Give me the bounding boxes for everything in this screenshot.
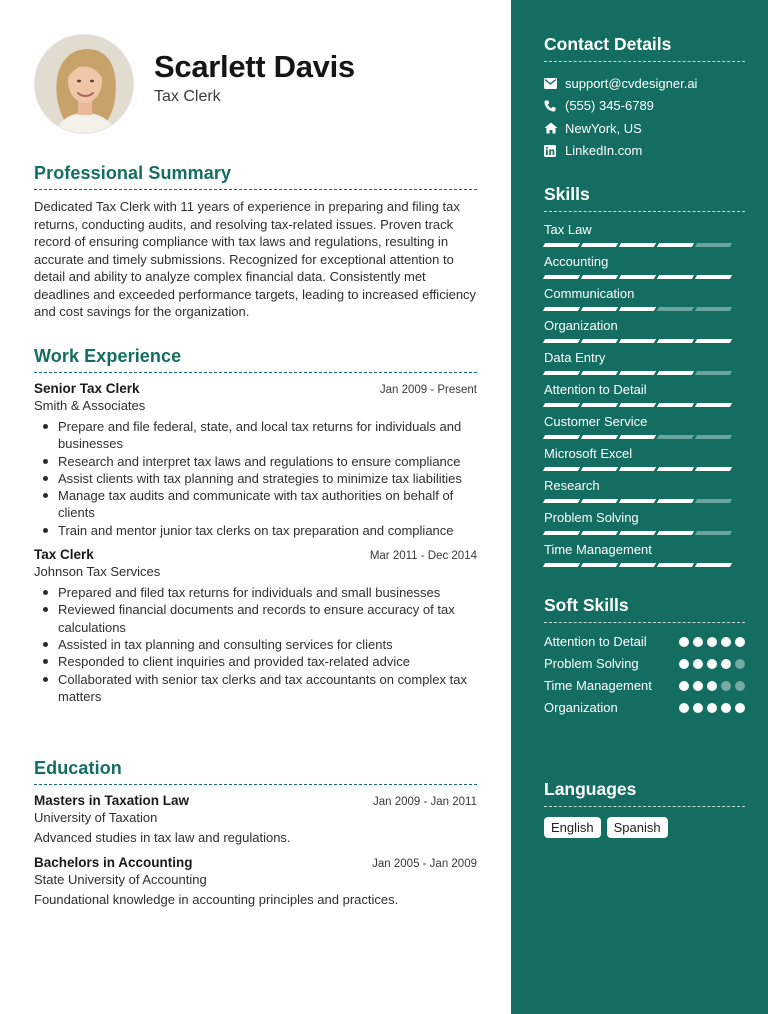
skill-item [544, 446, 745, 478]
skill-level-segment [619, 403, 656, 407]
skill-item [544, 382, 745, 414]
skill-level-segment [619, 563, 656, 567]
skill-level-segment [695, 467, 732, 471]
skill-level-segment [695, 307, 732, 311]
skill-name: Data Entry [544, 350, 606, 365]
skill-level-segment [657, 531, 694, 535]
skill-level-segment [543, 371, 580, 375]
profile-photo [35, 35, 134, 134]
skill-level-segment [695, 435, 732, 439]
rating-dot [679, 659, 689, 669]
soft-skill-item [544, 633, 745, 651]
section-heading: Contact Details [544, 34, 745, 62]
skill-level-segment [543, 563, 580, 567]
contact-linkedin[interactable] [544, 140, 745, 163]
job-bullet: Research and interpret tax laws and regulations to ensure compliance [34, 453, 477, 470]
skill-level-bar [544, 339, 745, 343]
skill-level-bar [544, 243, 745, 247]
job-entry [34, 547, 477, 705]
experience-section [34, 346, 477, 713]
job-bullet: Collaborated with senior tax clerks and tax accountants on complex tax matters [34, 671, 477, 706]
skill-level-segment [543, 531, 580, 535]
skill-name: Research [544, 478, 600, 493]
rating-dot [721, 703, 731, 713]
skill-name: Problem Solving [544, 510, 639, 525]
rating-dot [721, 637, 731, 647]
skill-item [544, 286, 745, 318]
linkedin-text[interactable]: LinkedIn.com [565, 143, 643, 159]
job-date: Jan 2009 - Present [379, 384, 477, 396]
skill-level-segment [543, 275, 580, 279]
education-description: Foundational knowledge in accounting principles and practices. [34, 892, 399, 907]
skill-level-segment [619, 275, 656, 279]
rating-dot [679, 637, 689, 647]
skill-level-segment [657, 467, 694, 471]
contact-location [544, 117, 745, 140]
education-date: Jan 2009 - Jan 2011 [372, 796, 477, 808]
skill-name: Tax Law [544, 222, 592, 237]
skill-name: Attention to Detail [544, 382, 647, 397]
skill-level-bar [544, 275, 745, 279]
profile-header [34, 34, 477, 134]
skill-level-segment [581, 243, 618, 247]
soft-skill-rating [679, 633, 745, 647]
skill-level-segment [619, 499, 656, 503]
skill-item [544, 318, 745, 350]
section-heading: Soft Skills [544, 595, 745, 623]
skill-level-segment [543, 467, 580, 471]
rating-dot [721, 681, 731, 691]
languages-section [544, 779, 745, 838]
skill-level-segment [657, 499, 694, 503]
soft-skill-item [544, 655, 745, 673]
skill-name: Communication [544, 286, 635, 301]
soft-skills-list [544, 633, 745, 717]
languages-list [544, 817, 745, 838]
school-name: University of Taxation [34, 810, 158, 825]
contact-section [544, 34, 745, 162]
skill-name: Customer Service [544, 414, 648, 429]
rating-dot [707, 681, 717, 691]
job-bullet: Prepared and filed tax returns for individuals and small businesses [34, 584, 477, 601]
contact-email[interactable] [544, 72, 745, 95]
contact-phone[interactable] [544, 95, 745, 118]
language-badge: English [544, 817, 601, 838]
education-entry [34, 855, 477, 907]
education-section [34, 758, 477, 915]
job-title: Senior Tax Clerk [34, 381, 140, 396]
skill-level-segment [543, 307, 580, 311]
skill-level-segment [619, 243, 656, 247]
skill-level-bar [544, 499, 745, 503]
rating-dot [707, 703, 717, 713]
skill-level-segment [581, 499, 618, 503]
sidebar [511, 0, 768, 1014]
skill-level-segment [581, 403, 618, 407]
skill-level-segment [657, 275, 694, 279]
skill-item [544, 510, 745, 542]
skill-level-bar [544, 531, 745, 535]
skill-level-segment [695, 243, 732, 247]
rating-dot [735, 703, 745, 713]
skill-level-segment [695, 403, 732, 407]
language-badge: Spanish [607, 817, 668, 838]
skill-name: Accounting [544, 254, 609, 269]
skill-level-segment [581, 275, 618, 279]
skill-level-segment [657, 435, 694, 439]
job-bullet: Prepare and file federal, state, and local tax returns for individuals and businesses [34, 418, 477, 453]
degree-title: Masters in Taxation Law [34, 793, 190, 808]
summary-section [34, 163, 477, 321]
summary-text: Dedicated Tax Clerk with 11 years of experience in preparing and filing tax returns, conducting audits, and resolving tax-related issues. Proven track record of ensuring compliance with tax laws and regulations, resulting in accurate and timely submissions. Recognized for exceptional attention to detail and ability to analyze complex financial data. Consistently met deadlines and exceeded performance targets, leading to increased efficiency and cost savings for the organization. [34, 199, 477, 319]
skill-level-bar [544, 371, 745, 375]
section-heading: Skills [544, 184, 745, 212]
skill-level-segment [619, 307, 656, 311]
skill-level-segment [581, 563, 618, 567]
rating-dot [721, 659, 731, 669]
skill-level-segment [543, 403, 580, 407]
rating-dot [693, 703, 703, 713]
job-title: Tax Clerk [34, 547, 94, 563]
skill-level-segment [619, 531, 656, 535]
rating-dot [735, 659, 745, 669]
email-text[interactable]: support@cvdesigner.ai [565, 75, 698, 91]
skill-level-segment [695, 371, 732, 375]
skill-level-segment [695, 531, 732, 535]
soft-skill-item [544, 677, 745, 695]
skill-level-bar [544, 307, 745, 311]
job-bullet: Reviewed financial documents and records to ensure accuracy of tax calculations [34, 601, 477, 636]
skill-level-segment [619, 371, 656, 375]
skill-level-segment [619, 435, 656, 439]
job-bullet: Responded to client inquiries and provided tax-related advice [34, 653, 477, 670]
skill-level-segment [543, 339, 580, 343]
rating-dot [693, 659, 703, 669]
skill-item [544, 254, 745, 286]
skill-level-bar [544, 435, 745, 439]
job-company: Johnson Tax Services [34, 564, 161, 580]
skill-level-segment [695, 499, 732, 503]
rating-dot [735, 681, 745, 691]
location-text: NewYork, US [565, 120, 642, 136]
rating-dot [679, 681, 689, 691]
skill-level-segment [581, 435, 618, 439]
section-heading: Education [34, 758, 477, 785]
skill-level-segment [657, 371, 694, 375]
candidate-title: Tax Clerk [154, 88, 221, 105]
skill-level-bar [544, 467, 745, 471]
education-entry [34, 793, 477, 845]
home-icon [544, 122, 565, 134]
skill-level-segment [695, 275, 732, 279]
rating-dot [693, 681, 703, 691]
skill-level-segment [619, 339, 656, 343]
email-icon [544, 78, 565, 89]
soft-skill-item [544, 699, 745, 717]
skill-level-segment [695, 563, 732, 567]
soft-skill-rating [679, 677, 745, 691]
education-description: Advanced studies in tax law and regulations. [34, 830, 291, 845]
avatar [34, 34, 134, 134]
job-bullets [34, 584, 477, 705]
skill-level-segment [543, 499, 580, 503]
skill-level-segment [581, 371, 618, 375]
section-heading: Languages [544, 779, 745, 807]
skill-level-segment [543, 435, 580, 439]
skills-list [544, 222, 745, 574]
skill-item [544, 542, 745, 574]
job-bullet: Assisted in tax planning and consulting services for clients [34, 636, 477, 653]
skill-level-segment [581, 339, 618, 343]
skill-level-bar [544, 563, 745, 567]
skill-item [544, 478, 745, 510]
school-name: State University of Accounting [34, 872, 207, 887]
soft-skill-rating [679, 655, 745, 669]
skill-level-bar [544, 403, 745, 407]
skill-name: Microsoft Excel [544, 446, 633, 461]
skill-level-segment [695, 339, 732, 343]
education-date: Jan 2005 - Jan 2009 [372, 858, 477, 870]
rating-dot [693, 637, 703, 647]
skill-level-segment [619, 467, 656, 471]
skills-section [544, 184, 745, 574]
soft-skill-name: Time Management [544, 678, 652, 693]
skill-item [544, 414, 745, 446]
job-bullet: Assist clients with tax planning and strategies to minimize tax liabilities [34, 470, 477, 487]
rating-dot [679, 703, 689, 713]
job-bullet: Train and mentor junior tax clerks on tax preparation and compliance [34, 522, 477, 539]
degree-title: Bachelors in Accounting [34, 855, 193, 870]
skill-level-segment [581, 531, 618, 535]
skill-level-segment [581, 467, 618, 471]
skill-level-segment [657, 403, 694, 407]
candidate-name: Scarlett Davis [154, 49, 355, 84]
rating-dot [707, 659, 717, 669]
phone-text[interactable]: (555) 345-6789 [565, 98, 654, 114]
skill-item [544, 222, 745, 254]
skill-name: Organization [544, 318, 618, 333]
rating-dot [735, 637, 745, 647]
skill-name: Time Management [544, 542, 652, 557]
skill-level-segment [581, 307, 618, 311]
soft-skills-section [544, 595, 745, 721]
rating-dot [707, 637, 717, 647]
job-entry [34, 381, 477, 539]
skill-level-segment [657, 339, 694, 343]
soft-skill-rating [679, 699, 745, 713]
section-heading: Professional Summary [34, 163, 477, 190]
job-bullet: Manage tax audits and communicate with tax authorities on behalf of clients [34, 487, 477, 522]
skill-level-segment [543, 243, 580, 247]
section-heading: Work Experience [34, 346, 477, 373]
skill-level-segment [657, 243, 694, 247]
job-bullets [34, 418, 477, 539]
soft-skill-name: Problem Solving [544, 656, 639, 671]
job-company: Smith & Associates [34, 398, 146, 413]
phone-icon [544, 100, 565, 112]
skill-level-segment [657, 563, 694, 567]
skill-item [544, 350, 745, 382]
job-date: Mar 2011 - Dec 2014 [369, 550, 477, 563]
soft-skill-name: Organization [544, 700, 618, 715]
skill-level-segment [657, 307, 694, 311]
soft-skill-name: Attention to Detail [544, 634, 647, 649]
linkedin-icon [544, 145, 565, 157]
